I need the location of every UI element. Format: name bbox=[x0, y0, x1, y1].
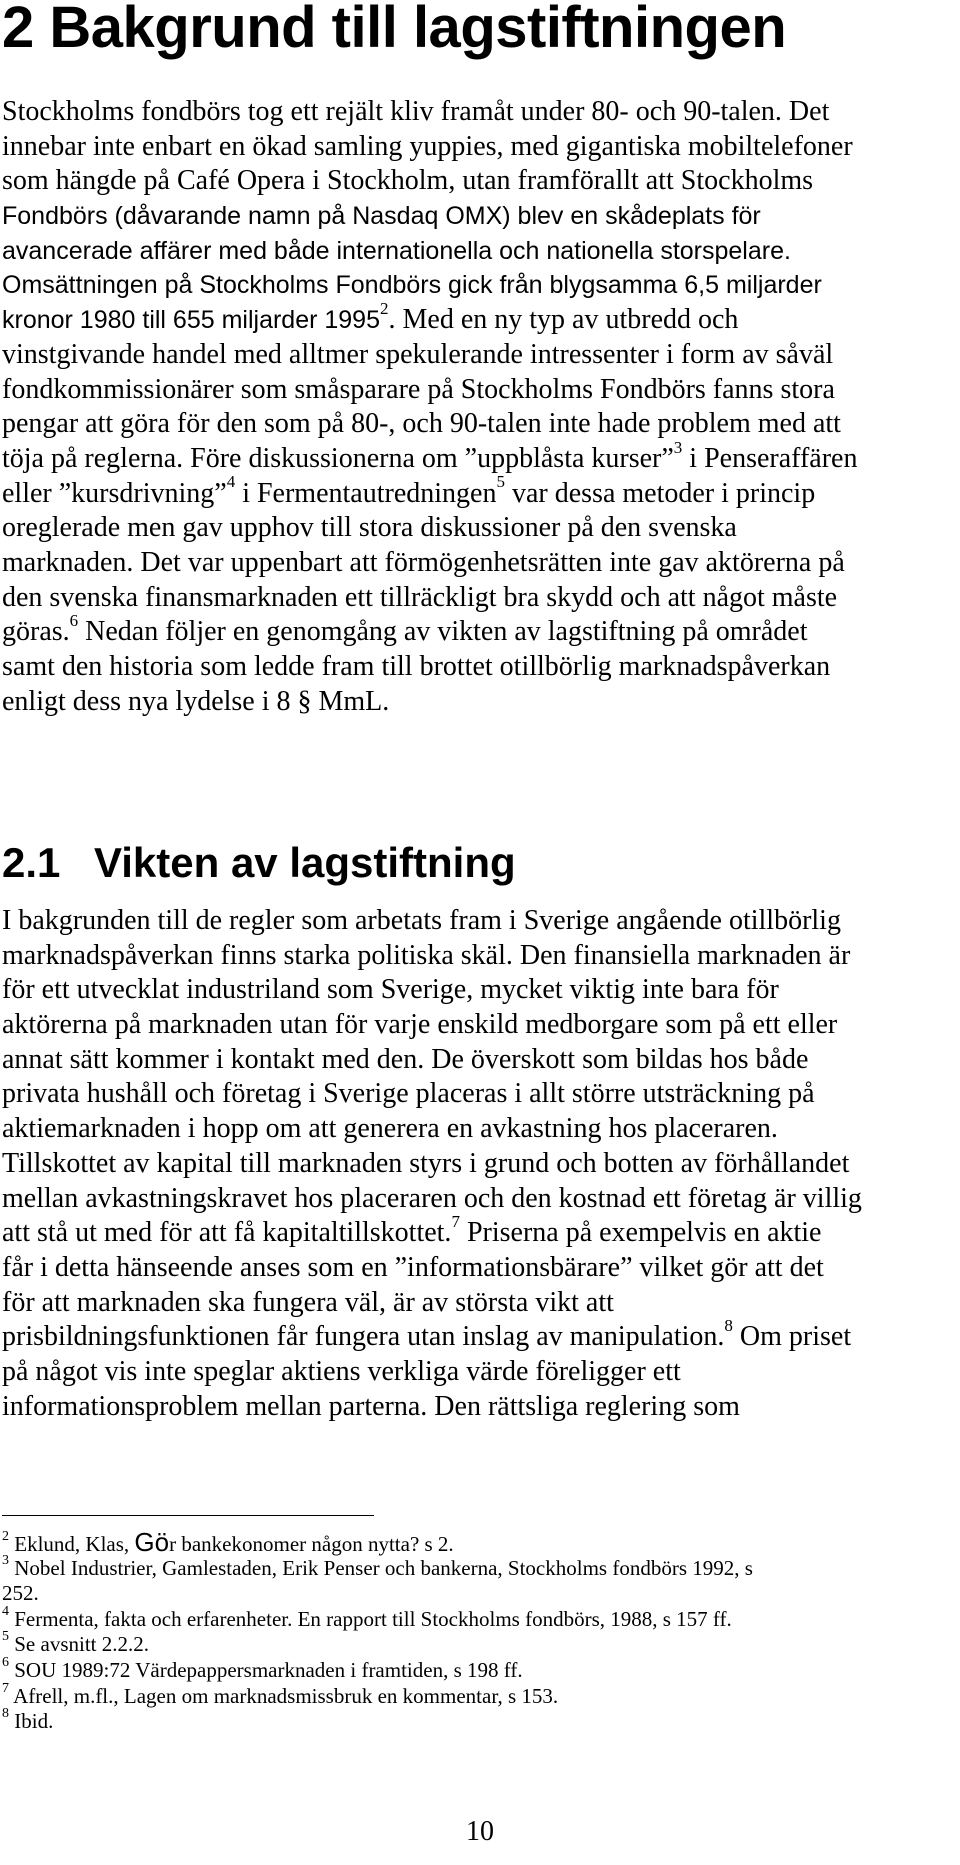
footnote-number: 7 bbox=[2, 1680, 9, 1696]
footnote-ref[interactable]: 3 bbox=[673, 437, 683, 457]
footnote-item bbox=[2, 1552, 957, 1582]
footnote-item bbox=[2, 1706, 957, 1735]
text-line: informationsproblem mellan parterna. Den rättsliga reglering som bbox=[2, 1390, 740, 1422]
text-line: för att marknaden ska fungera väl, är av största vikt att bbox=[2, 1286, 614, 1318]
text-line: samt den historia som ledde fram till brottet otillbörlig marknadspåverkan bbox=[2, 651, 831, 682]
footnote-text: Se avsnitt 2.2.2. bbox=[9, 1632, 149, 1657]
paragraph-section bbox=[2, 904, 952, 1424]
text-line: I bakgrunden till de regler som arbetats fram i Sverige angående otillbörlig bbox=[2, 905, 841, 936]
footnote-text: Fermenta, fakta och erfarenheter. En rapport till Stockholms fondbörs, 1988, s 157 ff. bbox=[9, 1606, 732, 1631]
section-heading bbox=[2, 839, 516, 887]
footnote-text: Ibid. bbox=[9, 1709, 54, 1734]
footnotes bbox=[2, 1527, 957, 1735]
text-fragment: kronor 1980 till 655 miljarder 1995 bbox=[2, 306, 380, 335]
footnote-item bbox=[2, 1680, 957, 1710]
text-line bbox=[2, 1211, 952, 1251]
text-line: Fondbörs (dåvarande namn på Nasdaq OMX) blev en skådeplats för bbox=[2, 202, 761, 231]
footnote-continuation: 252. bbox=[2, 1581, 39, 1606]
text-line: oreglerade men gav upphov till stora diskussioner på den svenska bbox=[2, 512, 737, 544]
footnote-item bbox=[2, 1603, 957, 1633]
text-fragment: att stå ut med för att få kapitaltillskottet. bbox=[2, 1217, 452, 1249]
text-line: får i detta hänseende anses som en ”informationsbärare” vilket gör att det bbox=[2, 1251, 824, 1283]
text-fragment: Priserna på exempelvis en aktie bbox=[459, 1217, 822, 1249]
text-line: aktörerna på marknaden utan för varje enskild medborgare som på ett eller bbox=[2, 1009, 838, 1041]
text-line: mellan avkastningskravet hos placeraren och den kostnad ett företag är villig bbox=[2, 1182, 862, 1214]
footnote-text: Gö bbox=[134, 1527, 170, 1557]
text-fragment: Nedan följer en genomgång av vikten av lagstiftning på området bbox=[78, 616, 808, 648]
text-line bbox=[2, 472, 952, 512]
footnote-divider bbox=[2, 1515, 374, 1516]
text-line: enligt dess nya lydelse i 8 § MmL. bbox=[2, 685, 390, 717]
text-line: marknadspåverkan finns starka politiska skäl. Den finansiella marknaden är bbox=[2, 939, 851, 971]
footnote-ref[interactable]: 4 bbox=[226, 472, 236, 492]
text-fragment: . Med en ny typ av utbredd och bbox=[388, 304, 739, 336]
text-line: som hängde på Café Opera i Stockholm, utan framförallt att Stockholms bbox=[2, 165, 814, 197]
text-line: Omsättningen på Stockholms Fondbörs gick från blygsamma 6,5 miljarder bbox=[2, 271, 822, 300]
text-line: fondkommissionärer som småsparare på Stockholms Fondbörs fanns stora bbox=[2, 373, 835, 405]
text-line: på något vis inte speglar aktiens verkliga värde föreligger ett bbox=[2, 1355, 681, 1387]
text-fragment: i Penseraffären bbox=[682, 442, 858, 474]
footnote-ref[interactable]: 8 bbox=[724, 1315, 733, 1335]
text-line: pengar att göra för den som på 80-, och 90-talen inte hade problem med att bbox=[2, 408, 841, 440]
section-number: 2.1 bbox=[2, 839, 61, 886]
text-fragment: i Fermentautredningen bbox=[235, 477, 497, 509]
text-line: innebar inte enbart en ökad samling yuppies, med gigantiska mobiltelefoner bbox=[2, 130, 853, 162]
text-line bbox=[2, 298, 952, 338]
text-line bbox=[2, 610, 952, 650]
text-line: avancerade affärer med både internationella och nationella storspelare. bbox=[2, 236, 791, 265]
page-number: 10 bbox=[466, 1816, 494, 1847]
footnote-number: 4 bbox=[2, 1603, 9, 1619]
text-fragment: eller ”kursdrivning” bbox=[2, 477, 227, 509]
footnote-number: 6 bbox=[2, 1654, 9, 1670]
footnote-ref[interactable]: 5 bbox=[496, 472, 505, 492]
footnote-item bbox=[2, 1527, 957, 1557]
text-fragment: töja på reglerna. Före diskussionerna om ”uppblåsta kurser” bbox=[2, 442, 674, 474]
footnote-text: Nobel Industrier, Gamlestaden, Erik Penser och bankerna, Stockholms fondbörs 1992, s bbox=[9, 1555, 753, 1580]
text-line: vinstgivande handel med alltmer spekulerande intressenter i form av såväl bbox=[2, 338, 834, 370]
footnote-ref[interactable]: 6 bbox=[69, 610, 79, 630]
chapter-heading: 2 Bakgrund till lagstiftningen bbox=[2, 0, 787, 60]
footnote-item bbox=[2, 1654, 957, 1684]
footnote-item bbox=[2, 1629, 957, 1658]
text-line bbox=[2, 1315, 952, 1355]
text-fragment: göras. bbox=[2, 616, 70, 648]
text-line: privata hushåll och företag i Sverige placeras i allt större utsträckning på bbox=[2, 1078, 815, 1110]
text-line: annat sätt kommer i kontakt med den. De överskott som bildas hos både bbox=[2, 1043, 809, 1075]
section-title: Vikten av lagstiftning bbox=[94, 839, 516, 886]
text-line: Stockholms fondbörs tog ett rejält kliv framåt under 80- och 90-talen. Det bbox=[2, 96, 830, 127]
text-line: Tillskottet av kapital till marknaden styrs i grund och botten av förhållandet bbox=[2, 1147, 850, 1179]
text-fragment: prisbildningsfunktionen får fungera utan inslag av manipulation. bbox=[2, 1321, 725, 1353]
text-fragment: Om priset bbox=[732, 1321, 852, 1353]
footnote-ref[interactable]: 7 bbox=[451, 1211, 460, 1231]
footnote-text: SOU 1989:72 Värdepappersmarknaden i framtiden, s 198 ff. bbox=[9, 1657, 523, 1682]
footnote-number: 8 bbox=[2, 1706, 9, 1722]
footnote-number: 2 bbox=[2, 1529, 9, 1544]
text-line: marknaden. Det var uppenbart att förmögenhetsrätten inte gav aktörerna på bbox=[2, 546, 845, 578]
footnote-text: Afrell, m.fl., Lagen om marknadsmissbruk en kommentar, s 153. bbox=[9, 1683, 559, 1708]
paragraph-intro bbox=[2, 95, 952, 719]
text-line bbox=[2, 437, 952, 477]
footnote-text: Eklund, Klas, bbox=[9, 1532, 135, 1556]
footnote-number: 5 bbox=[2, 1629, 9, 1645]
text-line: för ett utvecklat industriland som Sverige, mycket viktig inte bara för bbox=[2, 974, 779, 1006]
footnote-number: 3 bbox=[2, 1552, 9, 1568]
text-fragment: var dessa metoder i princip bbox=[504, 477, 816, 509]
text-line: aktiemarknaden i hopp om att generera en avkastning hos placeraren. bbox=[2, 1113, 778, 1145]
footnote-text: r bankekonomer någon nytta? s 2. bbox=[169, 1532, 454, 1556]
footnote-ref[interactable]: 2 bbox=[380, 298, 389, 318]
text-line: den svenska finansmarknaden ett tillräckligt bra skydd och att något måste bbox=[2, 581, 838, 613]
